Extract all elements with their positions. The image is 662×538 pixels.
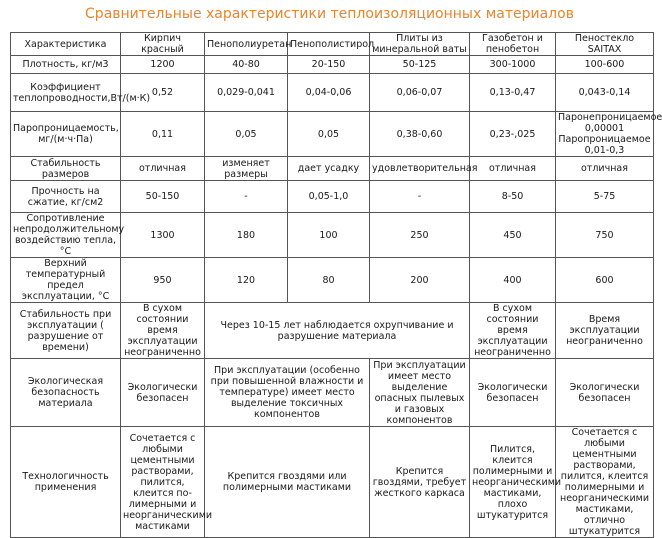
column-header: Кирпич красный [121,33,205,56]
table-cell: 0,05 [288,112,370,157]
table-cell: 450 [470,213,556,258]
table-cell: 100-600 [556,56,654,74]
table-cell: 600 [556,258,654,303]
table-cell: 0,05 [205,112,288,157]
table-cell: При эксплуатации имеет место выделение опасных пылевых и газовых компонентов [370,359,470,427]
table-row [11,112,654,157]
table-cell: 300-1000 [470,56,556,74]
table-cell: 20-150 [288,56,370,74]
row-label: Плотность, кг/м3 [11,56,121,74]
column-header: Пенополиуретан [205,33,288,56]
table-row [11,157,654,181]
row-label: Верхний температурный предел эксплуатации, °С [11,258,121,303]
table-cell: Паронепроницаемое 0,00001 Паропроницаемое 0,01-0,3 [556,112,654,157]
table-cell: - [370,181,470,213]
table-cell: При эксплуатации (особенно при повышенной влажности и температуре) имеет место выделение токсичных компонентов [205,359,370,427]
column-header: Плиты из минеральной ваты [370,33,470,56]
table-cell: 50-150 [121,181,205,213]
table-cell: Сочетается с любыми цементными растворами, пилится, клеится полимерными и неорганическими мастиками, отлично штукатурится [556,427,654,538]
page-title: Сравнительные характеристики теплоизоляционных материалов [85,6,574,22]
row-label: Технологичность применения [11,427,121,538]
table-cell: 0,11 [121,112,205,157]
row-label: Стабильность при эксплуатации ( разрушение от времени) [11,303,121,359]
row-label: Коэффициент теплопроводности,Вт/(м·К) [11,74,121,112]
table-cell: дает усадку [288,157,370,181]
table-cell: 0,38-0,60 [370,112,470,157]
table-cell: 400 [470,258,556,303]
row-label: Экологическая безопасность материала [11,359,121,427]
table-row [11,427,654,538]
table-cell: изменяет размеры [205,157,288,181]
table-cell: 1200 [121,56,205,74]
table-cell: В сухом состоянии время эксплуатации неограниченно [470,303,556,359]
header-row [11,33,654,56]
table-row [11,74,654,112]
table-cell: В сухом состоянии время эксплуатации неограниченно [121,303,205,359]
comparison-table [10,32,662,538]
column-header: Пеностекло SAITAX [556,33,654,56]
row-label: Стабильность размеров [11,157,121,181]
table-cell: 0,029-0,041 [205,74,288,112]
row-label: Паропроницаемость, мг/(м·ч·Па) [11,112,121,157]
table-cell: 0,06-0,07 [370,74,470,112]
table-cell: 0,04-0,06 [288,74,370,112]
table-cell: Сочетается с любыми цементными растворами, пилится, клеится по-лимерными и неорганическими мастиками [121,427,205,538]
table-cell: 5-75 [556,181,654,213]
table-cell: 750 [556,213,654,258]
table-cell: 8-50 [470,181,556,213]
table-cell: 120 [205,258,288,303]
table-cell: 0,043-0,14 [556,74,654,112]
table-row [11,258,654,303]
table-cell: 40-80 [205,56,288,74]
table-row [11,213,654,258]
table-cell: Через 10-15 лет наблюдается охрупчивание и разрушение материала [205,303,470,359]
table-cell: 200 [370,258,470,303]
table-cell: Крепится гвоздями или полимерными мастиками [205,427,370,538]
table-cell: Пилится, клеится полимерными и неорганическими мастиками, плохо штукатурится [470,427,556,538]
table-row [11,181,654,213]
table-row [11,56,654,74]
table-cell: Время эксплуатации неограниченно [556,303,654,359]
table-cell: Экологически безопасен [121,359,205,427]
table-cell: 100 [288,213,370,258]
table-cell: 1300 [121,213,205,258]
table-cell: 250 [370,213,470,258]
table-cell: 950 [121,258,205,303]
column-header: Пенополистирол [288,33,370,56]
table-cell: 0,05-1,0 [288,181,370,213]
column-header: Характеристика [11,33,121,56]
table-cell: 0,13-0,47 [470,74,556,112]
table-cell: 180 [205,213,288,258]
table-row [11,303,654,359]
column-header: Газобетон и пенобетон [470,33,556,56]
table-cell: 0,23-,025 [470,112,556,157]
table-cell: удовлетворительная [370,157,470,181]
table-cell: отличная [556,157,654,181]
table-cell: 0,52 [121,74,205,112]
row-label: Сопротивление непродолжительному воздействию тепла, °С [11,213,121,258]
table-cell: 50-125 [370,56,470,74]
table-cell: Крепится гвоздями, требует жесткого каркаса [370,427,470,538]
row-label: Прочность на сжатие, кг/см2 [11,181,121,213]
table-cell: Экологически безопасен [556,359,654,427]
table-cell: отличная [470,157,556,181]
table-row [11,359,654,427]
table-cell: 80 [288,258,370,303]
table-cell: Экологически безопасен [470,359,556,427]
table-cell: отличная [121,157,205,181]
table-cell: - [205,181,288,213]
